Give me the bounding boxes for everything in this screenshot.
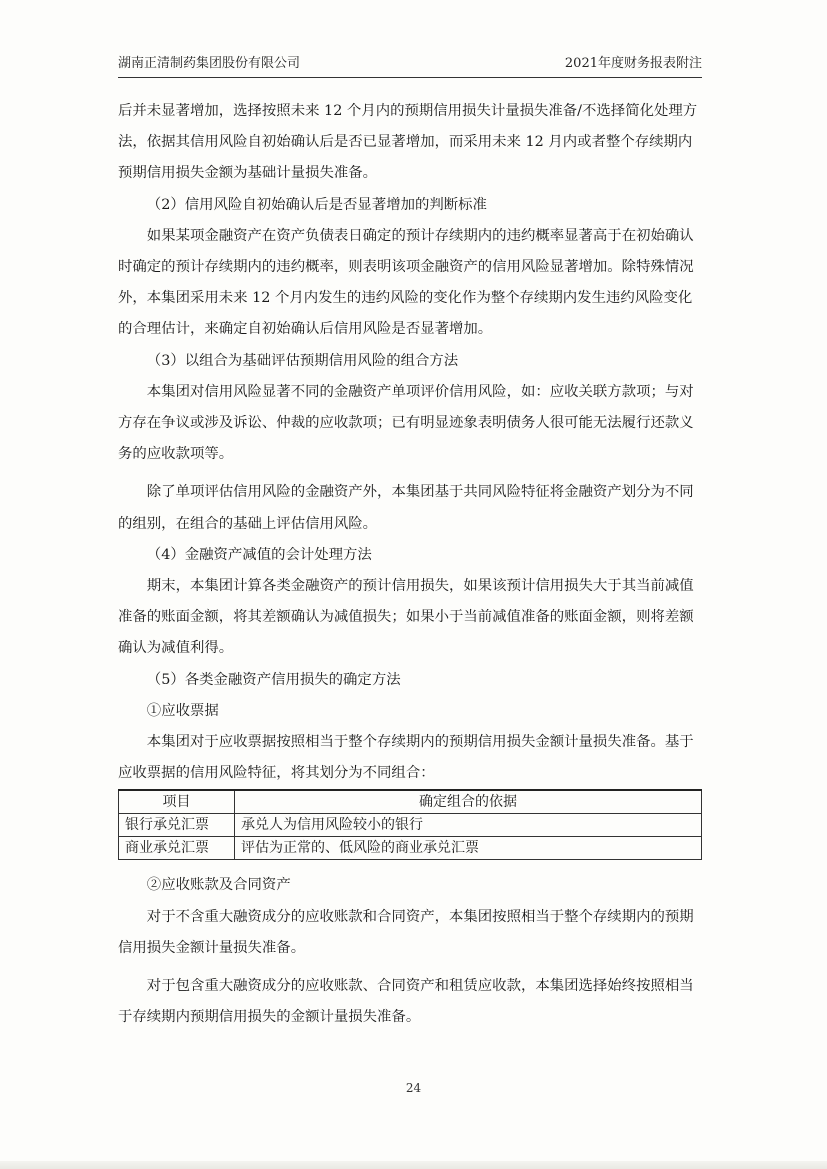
- paragraph: 如果某项金融资产在资产负债表日确定的预计存续期内的违约概率显著高于在初始确认时确定的预计存续期内的违约概率，则表明该项金融资产的信用风险显著增加。除特殊情况外，本集团采用未来 12 个月内发生的违约风险的变化作为整个存续期内发生违约风险变化的合理估计，来确定自初始确认后信用风险是否显著增加。: [118, 227, 694, 338]
- subsection-heading: ②应收账款及合同资产: [146, 877, 291, 894]
- section-heading: （3）以组合为基础评估预期信用风险的组合方法: [146, 352, 459, 369]
- section-heading: （2）信用风险自初始确认后是否显著增加的判断标准: [146, 196, 487, 213]
- page-header: [118, 52, 702, 78]
- page-number: 24: [405, 1081, 422, 1095]
- table-row: [119, 814, 702, 837]
- paragraph: 除了单项评估信用风险的金融资产外，本集团基于共同风险特征将金融资产划分为不同的组别，在组合的基础上评估信用风险。: [118, 484, 694, 532]
- table-cell: 商业承兑汇票: [119, 837, 235, 860]
- paragraph: 对于不含重大融资成分的应收账款和合同资产，本集团按照相当于整个存续期内的预期信用损失金额计量损失准备。: [118, 908, 694, 956]
- column-header-basis: 确定组合的依据: [235, 790, 702, 814]
- table-header-row: [119, 790, 702, 814]
- table-cell: 评估为正常的、低风险的商业承兑汇票: [235, 837, 702, 860]
- paragraph: 本集团对于应收票据按照相当于整个存续期内的预期信用损失金额计量损失准备。基于应收票据的信用风险特征，将其划分为不同组合：: [118, 734, 694, 782]
- section-heading: （5）各类金融资产信用损失的确定方法: [146, 671, 401, 688]
- subsection-heading: ①应收票据: [146, 702, 219, 719]
- paragraph: 对于包含重大融资成分的应收账款、合同资产和租赁应收款，本集团选择始终按照相当于存续期内预期信用损失的金额计量损失准备。: [118, 978, 694, 1026]
- paragraph: 后并未显著增加，选择按照未来 12 个月内的预期信用损失计量损失准备/不选择简化处理方法，依据其信用风险自初始确认后是否已显著增加，而采用未来 12 月内或者整个存续期内预期信用损失金额为基础计量损失准备。: [118, 103, 698, 182]
- table-cell: 银行承兑汇票: [119, 814, 235, 837]
- document-body: [118, 96, 702, 1033]
- report-title: 2021年度财务报表附注: [564, 56, 702, 71]
- paragraph: 本集团对信用风险显著不同的金融资产单项评价信用风险，如：应收关联方款项；与对方存在争议或涉及诉讼、仲裁的应收款项；已有明显迹象表明债务人很可能无法履行还款义务的应收款项等。: [118, 383, 694, 463]
- section-heading: （4）金融资产减值的会计处理方法: [146, 546, 372, 563]
- table-cell: 承兑人为信用风险较小的银行: [235, 814, 702, 837]
- portfolio-basis-table: [118, 789, 702, 860]
- paragraph: 期末，本集团计算各类金融资产的预计信用损失，如果该预计信用损失大于其当前减值准备的账面金额，将其差额确认为减值损失；如果小于当前减值准备的账面金额，则将差额确认为减值利得。: [118, 578, 694, 657]
- table-row: [119, 837, 702, 860]
- company-name: 湖南正清制药集团股份有限公司: [118, 56, 301, 71]
- scan-edge: [0, 1161, 827, 1169]
- column-header-item: 项目: [119, 790, 235, 814]
